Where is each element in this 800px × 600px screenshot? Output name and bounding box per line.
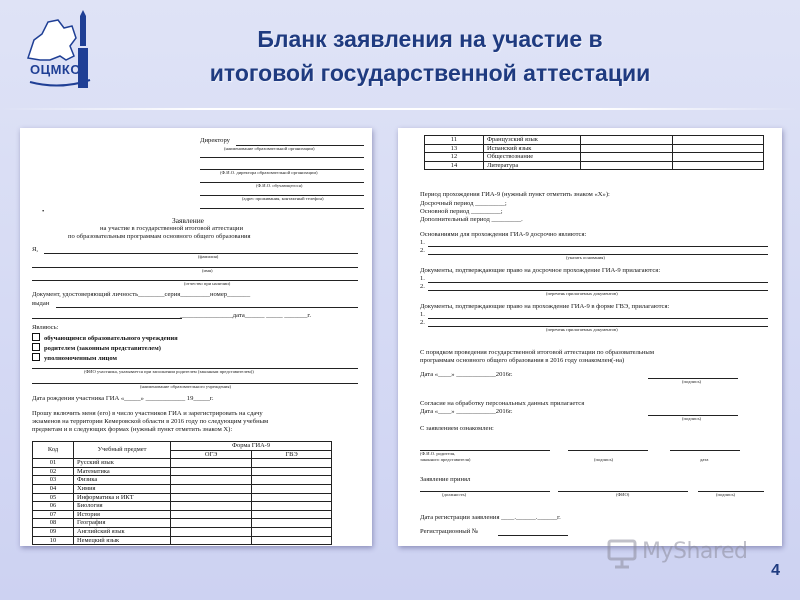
early-grounds-label: Основаниями для прохождения ГИА-9 досрочно являются:	[420, 231, 587, 238]
col-subject-header: Учебный предмет	[74, 442, 171, 459]
oge-cell[interactable]	[171, 484, 252, 493]
table-row	[425, 144, 764, 153]
early-docs-item-1: 1.	[420, 275, 425, 282]
oge-cell[interactable]	[581, 136, 673, 145]
rep-sign-line	[568, 450, 648, 451]
caption-surname: (фамилия)	[198, 254, 219, 259]
row-code: 01	[33, 459, 74, 468]
oge-cell[interactable]	[581, 153, 673, 162]
date-line-2: Дата «____» ____________2016г.	[420, 408, 513, 415]
subjects-table-continued	[424, 135, 764, 170]
title-separator	[0, 108, 800, 110]
issued-line-2	[32, 318, 182, 319]
title-line-1: Бланк заявления на участие в	[257, 26, 603, 52]
oge-cell[interactable]	[171, 476, 252, 485]
gve-cell[interactable]	[252, 467, 332, 476]
registration-number-label: Регистрационный №	[420, 528, 479, 535]
row-subject: География	[74, 519, 171, 528]
oge-cell[interactable]	[171, 459, 252, 468]
period-main: Основной период _________;	[420, 208, 503, 215]
form-heading: Заявление	[172, 216, 204, 225]
caption-early-docs: (перечень прилагаемых документов)	[546, 291, 618, 296]
gve-cell[interactable]	[252, 476, 332, 485]
table-row	[33, 476, 332, 485]
presentation-board-icon	[606, 536, 640, 570]
grounds-item-1: 1.	[420, 239, 425, 246]
gve-cell[interactable]	[252, 484, 332, 493]
gve-cell[interactable]	[252, 519, 332, 528]
name-line	[32, 267, 358, 268]
grounds-item-2: 2.	[420, 247, 425, 254]
form-heading-2: на участие в государственной итоговой аттестации	[100, 225, 243, 232]
row-code: 06	[33, 502, 74, 511]
caption-rep-name: (Ф.И.О. родителя,	[420, 451, 456, 456]
option-student: обучающимся образовательного учреждения	[32, 333, 178, 343]
col-oge-header: ОГЭ	[171, 450, 252, 459]
application-form-page-2	[398, 128, 782, 546]
issue-date-line: ________________дата______ _____ _______г.	[180, 312, 311, 319]
row-subject: Химия	[74, 484, 171, 493]
request-paragraph-3: предметам и в следующих формах (нужный пункт отметить знаком Х):	[32, 426, 233, 433]
row-code: 09	[33, 527, 74, 536]
row-subject: Литература	[484, 161, 581, 170]
row-code: 10	[33, 536, 74, 545]
gve-cell[interactable]	[672, 153, 764, 162]
row-code: 03	[33, 476, 74, 485]
consent-text: Согласие на обработку персональных данных прилагается	[420, 400, 585, 407]
table-row	[33, 527, 332, 536]
period-title: Период прохождения ГИА-9 (нужный пункт отметить знаком «Х»):	[420, 191, 610, 198]
row-code: 08	[33, 519, 74, 528]
registration-date: Дата регистрации заявления ____.______.______г.	[420, 514, 561, 521]
col-gve-header: ГВЭ	[252, 450, 332, 459]
issued-line	[56, 307, 358, 308]
ya-label: Я,	[32, 246, 39, 253]
logo-text: ОЦМКО	[30, 62, 81, 77]
gve-cell[interactable]	[672, 161, 764, 170]
oge-cell[interactable]	[581, 161, 673, 170]
slide-number: 4	[771, 562, 780, 579]
logo	[20, 10, 100, 100]
caption-rep-date: дата	[700, 457, 709, 462]
row-code: 05	[33, 493, 74, 502]
caption-rep-name-2: законного представителя)	[420, 457, 471, 462]
gve-cell[interactable]	[252, 459, 332, 468]
row-subject: Русский язык	[74, 459, 171, 468]
table-row	[33, 493, 332, 502]
row-code: 11	[425, 136, 484, 145]
gve-cell[interactable]	[252, 536, 332, 545]
page-marker: •	[42, 208, 45, 215]
option-parent: родителем (законным представителем)	[32, 343, 161, 353]
oge-cell[interactable]	[171, 467, 252, 476]
checkbox[interactable]	[32, 333, 40, 341]
familiar-text-2: программам основного общего образования в 2016 году ознакомлен(-на)	[420, 357, 625, 364]
form-heading-3: по образовательным программам основного общего образования	[68, 233, 251, 240]
row-subject: Информатика и ИКТ	[74, 493, 171, 502]
request-paragraph-2: экзаменов на территории Кемеровской области в 2016 году по следующим учебным	[32, 418, 269, 425]
oge-cell[interactable]	[171, 536, 252, 545]
caption-address: (адрес проживания, контактный телефон)	[242, 196, 324, 201]
table-row	[425, 161, 764, 170]
caption-rep-sign: (подпись)	[594, 457, 614, 462]
caption-director-name: (Ф.И.О. директора образовательной организации)	[220, 170, 318, 175]
col-form-header: Форма ГИА-9	[171, 442, 332, 451]
row-code: 14	[425, 161, 484, 170]
oge-cell[interactable]	[171, 510, 252, 519]
gve-docs-line-1	[428, 318, 768, 319]
gve-cell[interactable]	[672, 136, 764, 145]
row-code: 12	[425, 153, 484, 162]
gve-docs-label: Документы, подтверждающие право на прохождение ГИА-9 в форме ГВЭ, прилагаются:	[420, 303, 670, 310]
period-additional: Дополнительный период _________.	[420, 216, 523, 223]
table-row	[33, 519, 332, 528]
table-row	[33, 459, 332, 468]
checkbox[interactable]	[32, 343, 40, 351]
received-label: Заявление принял	[420, 476, 471, 483]
oge-cell[interactable]	[171, 519, 252, 528]
caption-org-name: (наименование образовательной организации)	[224, 146, 315, 151]
table-row	[33, 536, 332, 545]
birth-date-line: Дата рождения участника ГИА «_____» ____________ 19_____г.	[32, 395, 214, 402]
gve-cell[interactable]	[252, 510, 332, 519]
gve-cell[interactable]	[252, 502, 332, 511]
date-line-1: Дата «____» ____________2016г.	[420, 371, 513, 378]
row-subject: Биология	[74, 502, 171, 511]
registration-number-line	[498, 535, 568, 536]
caption-signature-1: (подпись)	[682, 379, 702, 384]
table-row	[425, 136, 764, 145]
title-line-2: итоговой государственной аттестации	[209, 60, 651, 86]
region-map-icon	[20, 10, 100, 100]
caption-representative: (ФИО участника, указывается при заполнении родителем (законным представителем))	[84, 369, 254, 374]
slide-title	[140, 22, 720, 90]
gve-cell[interactable]	[252, 493, 332, 502]
row-subject: Математика	[74, 467, 171, 476]
caption-signature-2: (подпись)	[682, 416, 702, 421]
rep-date-line	[670, 450, 740, 451]
row-code: 13	[425, 144, 484, 153]
document-line: Документ, удостоверяющий личность________серия_________номер_______	[32, 291, 251, 298]
row-subject: Французский язык	[484, 136, 581, 145]
caption-student-name: (Ф.И.О. обучающегося)	[256, 183, 303, 188]
application-form-page-1	[20, 128, 372, 546]
table-row	[33, 510, 332, 519]
caption-name: (имя)	[202, 268, 213, 273]
iam-label: Являюсь:	[32, 324, 59, 331]
row-subject: Испанский язык	[484, 144, 581, 153]
row-subject: Обществознание	[484, 153, 581, 162]
checkbox[interactable]	[32, 353, 40, 361]
table-row	[33, 467, 332, 476]
subjects-table	[32, 441, 332, 545]
gve-docs-item-1: 1.	[420, 311, 425, 318]
early-docs-line-1	[428, 282, 768, 283]
row-subject: Физика	[74, 476, 171, 485]
issued-label: выдан	[32, 300, 50, 307]
col-code-header: Код	[33, 442, 74, 459]
option-authorized: уполномоченным лицом	[32, 353, 117, 363]
table-row	[33, 484, 332, 493]
row-code: 02	[33, 467, 74, 476]
row-code: 07	[33, 510, 74, 519]
early-docs-item-2: 2.	[420, 283, 425, 290]
caption-patronymic: (отчество при наличии)	[184, 281, 231, 286]
gve-cell[interactable]	[252, 527, 332, 536]
caption-grounds: (указать основания)	[566, 255, 605, 260]
table-row	[33, 502, 332, 511]
row-code: 04	[33, 484, 74, 493]
watermark-text: MyShared	[642, 539, 748, 564]
familiar-text-1: С порядком проведения государственной итоговой аттестации по образовательным	[420, 349, 655, 356]
oge-cell[interactable]	[171, 527, 252, 536]
oge-cell[interactable]	[171, 502, 252, 511]
period-early: Досрочный период _________;	[420, 200, 507, 207]
caption-position: (должность)	[442, 492, 467, 497]
director-label: Директору	[200, 137, 230, 144]
org-line	[200, 157, 364, 158]
position-line	[420, 491, 550, 492]
request-paragraph-1: Прошу включить меня (его) в число участников ГИА и зарегистрировать на сдачу	[32, 410, 263, 417]
phone-line	[200, 208, 364, 209]
gve-docs-item-2: 2.	[420, 319, 425, 326]
caption-institution: (наименование образовательного учреждения)	[140, 384, 231, 389]
gve-cell[interactable]	[672, 144, 764, 153]
table-row	[425, 153, 764, 162]
caption-receiver-sign: (подпись)	[716, 492, 736, 497]
table-header-row	[33, 442, 332, 451]
oge-cell[interactable]	[171, 493, 252, 502]
row-subject: Немецкий язык	[74, 536, 171, 545]
acknowledged-label: С заявлением ознакомлен:	[420, 425, 494, 432]
grounds-line-1	[428, 246, 768, 247]
caption-fio: (ФИО)	[616, 492, 630, 497]
early-docs-label: Документы, подтверждающие право на досрочное прохождение ГИА-9 прилагаются:	[420, 267, 661, 274]
caption-gve-docs: (перечень прилагаемых документов)	[546, 327, 618, 332]
row-subject: История	[74, 510, 171, 519]
watermark	[606, 536, 766, 572]
row-subject: Английский язык	[74, 527, 171, 536]
oge-cell[interactable]	[581, 144, 673, 153]
